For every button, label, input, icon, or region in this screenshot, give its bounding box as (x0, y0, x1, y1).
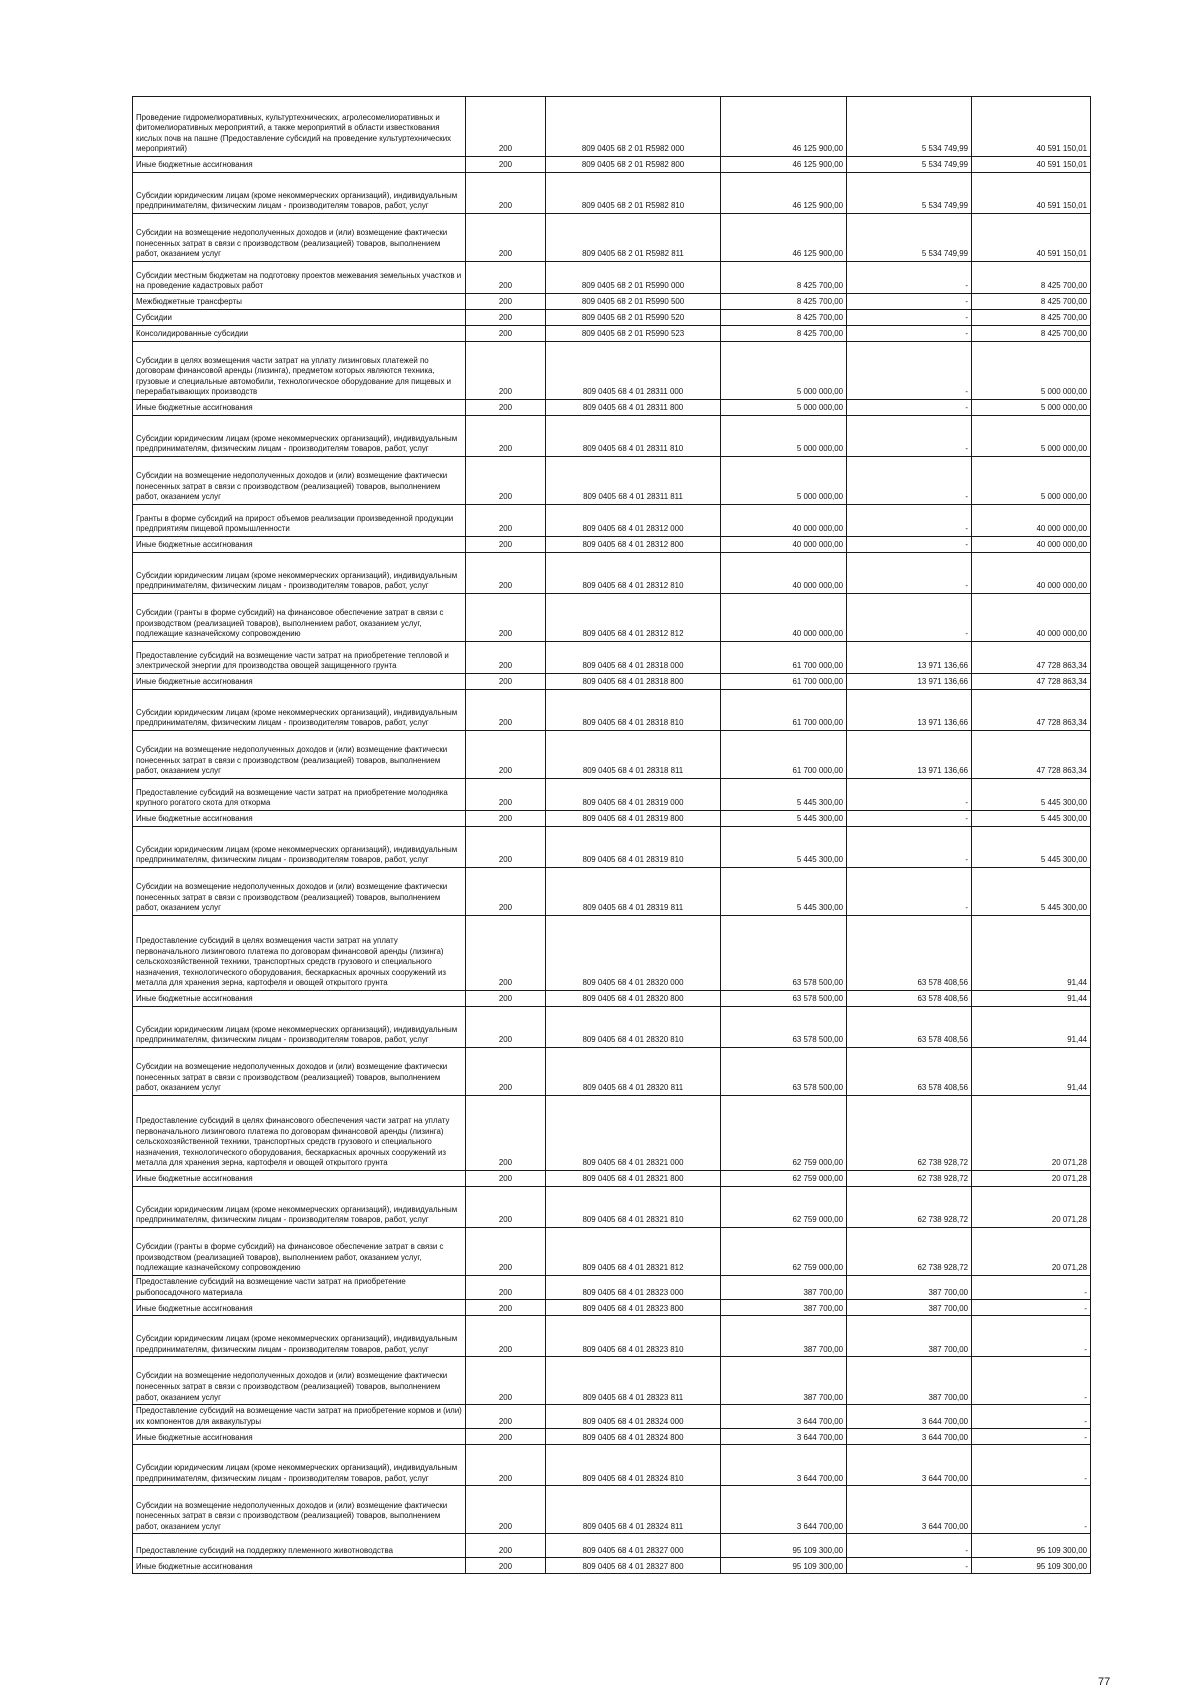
row-budget-code: 809 0405 68 4 01 28324 811 (546, 1486, 721, 1534)
row-remaining-amount: - (972, 1316, 1091, 1357)
row-executed-amount: 13 971 136,66 (847, 690, 972, 731)
row-approved-amount: 5 445 300,00 (721, 827, 847, 868)
row-name: Предоставление субсидий на возмещение части затрат на приобретение рыбопосадочного материала (133, 1276, 466, 1300)
row-name: Субсидии на возмещение недополученных доходов и (или) возмещение фактически понесенных затрат в связи с производством (реализацией) товаров, выполнением работ, оказанием услуг (133, 1486, 466, 1534)
row-remaining-amount: 91,44 (972, 1007, 1091, 1048)
row-admin-code: 200 (466, 310, 546, 326)
row-approved-amount: 62 759 000,00 (721, 1096, 847, 1171)
row-approved-amount: 8 425 700,00 (721, 262, 847, 294)
page-number: 77 (1098, 1676, 1111, 1688)
row-budget-code: 809 0405 68 4 01 28318 810 (546, 690, 721, 731)
row-approved-amount: 5 000 000,00 (721, 457, 847, 505)
table-row (133, 310, 1091, 326)
row-approved-amount: 95 109 300,00 (721, 1558, 847, 1574)
row-executed-amount: - (847, 537, 972, 553)
row-admin-code: 200 (466, 416, 546, 457)
row-remaining-amount: 8 425 700,00 (972, 294, 1091, 310)
row-executed-amount: - (847, 310, 972, 326)
table-row (133, 416, 1091, 457)
row-executed-amount: - (847, 326, 972, 342)
row-remaining-amount: 40 591 150,01 (972, 97, 1091, 157)
row-admin-code: 200 (466, 326, 546, 342)
row-approved-amount: 387 700,00 (721, 1300, 847, 1316)
row-remaining-amount: 91,44 (972, 916, 1091, 991)
row-budget-code: 809 0405 68 4 01 28320 811 (546, 1048, 721, 1096)
row-remaining-amount: 95 109 300,00 (972, 1534, 1091, 1558)
row-remaining-amount: 40 000 000,00 (972, 537, 1091, 553)
row-approved-amount: 8 425 700,00 (721, 294, 847, 310)
row-budget-code: 809 0405 68 4 01 28312 800 (546, 537, 721, 553)
row-name: Субсидии на возмещение недополученных доходов и (или) возмещение фактически понесенных затрат в связи с производством (реализацией) товаров, выполнением работ, оказанием услуг (133, 731, 466, 779)
row-admin-code: 200 (466, 457, 546, 505)
row-budget-code: 809 0405 68 2 01 R5982 811 (546, 214, 721, 262)
row-approved-amount: 3 644 700,00 (721, 1445, 847, 1486)
row-admin-code: 200 (466, 173, 546, 214)
row-name: Предоставление субсидий на поддержку племенного животноводства (133, 1534, 466, 1558)
row-name: Субсидии юридическим лицам (кроме некоммерческих организаций), индивидуальным предпринимателям, физическим лицам - производителям товаров, работ, услуг (133, 173, 466, 214)
table-row (133, 991, 1091, 1007)
row-executed-amount: - (847, 342, 972, 400)
row-budget-code: 809 0405 68 2 01 R5982 000 (546, 97, 721, 157)
row-approved-amount: 3 644 700,00 (721, 1405, 847, 1429)
row-executed-amount: 63 578 408,56 (847, 1048, 972, 1096)
table-row (133, 594, 1091, 642)
table-row (133, 1171, 1091, 1187)
table-row (133, 1007, 1091, 1048)
table-row (133, 326, 1091, 342)
row-admin-code: 200 (466, 991, 546, 1007)
row-approved-amount: 62 759 000,00 (721, 1228, 847, 1276)
table-row (133, 457, 1091, 505)
row-name: Предоставление субсидий на возмещение части затрат на приобретение молодняка крупного рогатого скота для откорма (133, 779, 466, 811)
row-budget-code: 809 0405 68 4 01 28327 800 (546, 1558, 721, 1574)
row-executed-amount: - (847, 868, 972, 916)
table-row (133, 779, 1091, 811)
table-row (133, 1534, 1091, 1558)
row-remaining-amount: 47 728 863,34 (972, 690, 1091, 731)
row-admin-code: 200 (466, 1558, 546, 1574)
row-remaining-amount: - (972, 1445, 1091, 1486)
row-remaining-amount: 5 000 000,00 (972, 416, 1091, 457)
table-row (133, 214, 1091, 262)
table-row (133, 811, 1091, 827)
row-remaining-amount: 40 000 000,00 (972, 505, 1091, 537)
row-budget-code: 809 0405 68 4 01 28324 810 (546, 1445, 721, 1486)
row-budget-code: 809 0405 68 4 01 28311 811 (546, 457, 721, 505)
row-admin-code: 200 (466, 537, 546, 553)
row-name: Субсидии юридическим лицам (кроме некоммерческих организаций), индивидуальным предпринимателям, физическим лицам - производителям товаров, работ, услуг (133, 416, 466, 457)
row-name: Иные бюджетные ассигнования (133, 1300, 466, 1316)
row-executed-amount: 3 644 700,00 (847, 1405, 972, 1429)
row-admin-code: 200 (466, 1429, 546, 1445)
row-remaining-amount: 5 000 000,00 (972, 400, 1091, 416)
row-budget-code: 809 0405 68 4 01 28323 800 (546, 1300, 721, 1316)
row-executed-amount: 5 534 749,99 (847, 157, 972, 173)
row-admin-code: 200 (466, 1486, 546, 1534)
row-admin-code: 200 (466, 505, 546, 537)
row-remaining-amount: 8 425 700,00 (972, 326, 1091, 342)
row-approved-amount: 40 000 000,00 (721, 594, 847, 642)
row-approved-amount: 5 445 300,00 (721, 868, 847, 916)
row-budget-code: 809 0405 68 4 01 28320 000 (546, 916, 721, 991)
row-budget-code: 809 0405 68 4 01 28311 810 (546, 416, 721, 457)
row-executed-amount: - (847, 416, 972, 457)
row-budget-code: 809 0405 68 4 01 28312 812 (546, 594, 721, 642)
row-approved-amount: 3 644 700,00 (721, 1486, 847, 1534)
table-row (133, 262, 1091, 294)
row-approved-amount: 8 425 700,00 (721, 310, 847, 326)
table-row (133, 1445, 1091, 1486)
row-remaining-amount: 20 071,28 (972, 1096, 1091, 1171)
row-remaining-amount: 5 000 000,00 (972, 342, 1091, 400)
row-executed-amount: 13 971 136,66 (847, 731, 972, 779)
row-admin-code: 200 (466, 868, 546, 916)
budget-execution-sheet (132, 96, 1090, 1574)
row-name: Субсидии на возмещение недополученных доходов и (или) возмещение фактически понесенных затрат в связи с производством (реализацией) товаров, выполнением работ, оказанием услуг (133, 1357, 466, 1405)
row-admin-code: 200 (466, 214, 546, 262)
row-budget-code: 809 0405 68 2 01 R5990 523 (546, 326, 721, 342)
row-approved-amount: 62 759 000,00 (721, 1187, 847, 1228)
row-remaining-amount: 20 071,28 (972, 1228, 1091, 1276)
row-name: Предоставление субсидий в целях финансового обеспечения части затрат на уплату первоначального лизингового платежа по договорам финансовой аренды (лизинга) сельскохозяйственной техники, транспортных средств грузового и специального назначения, технологического оборудования, бескаркасных арочных сооружений из металла для хранения зерна, картофеля и овощей открытого грунта (133, 1096, 466, 1171)
row-admin-code: 200 (466, 642, 546, 674)
row-executed-amount: 5 534 749,99 (847, 173, 972, 214)
table-row (133, 1228, 1091, 1276)
table-row (133, 342, 1091, 400)
row-approved-amount: 46 125 900,00 (721, 157, 847, 173)
row-approved-amount: 63 578 500,00 (721, 916, 847, 991)
row-remaining-amount: 20 071,28 (972, 1171, 1091, 1187)
row-budget-code: 809 0405 68 4 01 28318 811 (546, 731, 721, 779)
row-budget-code: 809 0405 68 4 01 28324 800 (546, 1429, 721, 1445)
table-row (133, 294, 1091, 310)
row-executed-amount: - (847, 1534, 972, 1558)
row-remaining-amount: - (972, 1276, 1091, 1300)
row-budget-code: 809 0405 68 4 01 28318 800 (546, 674, 721, 690)
row-approved-amount: 5 445 300,00 (721, 779, 847, 811)
row-approved-amount: 387 700,00 (721, 1316, 847, 1357)
row-name: Межбюджетные трансферты (133, 294, 466, 310)
row-budget-code: 809 0405 68 4 01 28321 800 (546, 1171, 721, 1187)
row-budget-code: 809 0405 68 4 01 28319 811 (546, 868, 721, 916)
row-approved-amount: 63 578 500,00 (721, 1048, 847, 1096)
row-budget-code: 809 0405 68 4 01 28319 800 (546, 811, 721, 827)
row-executed-amount: 387 700,00 (847, 1276, 972, 1300)
row-remaining-amount: 40 591 150,01 (972, 214, 1091, 262)
row-budget-code: 809 0405 68 4 01 28321 000 (546, 1096, 721, 1171)
row-approved-amount: 62 759 000,00 (721, 1171, 847, 1187)
row-admin-code: 200 (466, 1357, 546, 1405)
table-row (133, 1187, 1091, 1228)
table-row (133, 868, 1091, 916)
table-row (133, 537, 1091, 553)
row-budget-code: 809 0405 68 4 01 28319 810 (546, 827, 721, 868)
row-executed-amount: 3 644 700,00 (847, 1445, 972, 1486)
row-name: Субсидии юридическим лицам (кроме некоммерческих организаций), индивидуальным предпринимателям, физическим лицам - производителям товаров, работ, услуг (133, 827, 466, 868)
row-executed-amount: 62 738 928,72 (847, 1187, 972, 1228)
row-remaining-amount: - (972, 1486, 1091, 1534)
row-name: Иные бюджетные ассигнования (133, 1171, 466, 1187)
row-admin-code: 200 (466, 342, 546, 400)
row-admin-code: 200 (466, 553, 546, 594)
row-budget-code: 809 0405 68 2 01 R5982 800 (546, 157, 721, 173)
row-admin-code: 200 (466, 594, 546, 642)
row-name: Гранты в форме субсидий на прирост объемов реализации произведенной продукции предприятиям пищевой промышленности (133, 505, 466, 537)
row-admin-code: 200 (466, 1187, 546, 1228)
row-name: Субсидии юридическим лицам (кроме некоммерческих организаций), индивидуальным предпринимателям, физическим лицам - производителям товаров, работ, услуг (133, 1187, 466, 1228)
row-admin-code: 200 (466, 916, 546, 991)
row-name: Иные бюджетные ассигнования (133, 811, 466, 827)
row-executed-amount: - (847, 594, 972, 642)
row-remaining-amount: 47 728 863,34 (972, 731, 1091, 779)
row-name: Субсидии на возмещение недополученных доходов и (или) возмещение фактически понесенных затрат в связи с производством (реализацией) товаров, выполнением работ, оказанием услуг (133, 214, 466, 262)
row-name: Субсидии (133, 310, 466, 326)
row-budget-code: 809 0405 68 4 01 28311 000 (546, 342, 721, 400)
row-executed-amount: - (847, 1558, 972, 1574)
row-executed-amount: 13 971 136,66 (847, 642, 972, 674)
row-admin-code: 200 (466, 690, 546, 731)
row-budget-code: 809 0405 68 4 01 28324 000 (546, 1405, 721, 1429)
row-name: Проведение гидромелиоративных, культуртехнических, агролесомелиоративных и фитомелиоративных мероприятий, а также мероприятий в области известкования кислых почв на пашне (Предоставление субсидий на проведение культуртехнических мероприятий) (133, 97, 466, 157)
table-row (133, 916, 1091, 991)
row-admin-code: 200 (466, 779, 546, 811)
table-row (133, 674, 1091, 690)
row-name: Субсидии (гранты в форме субсидий) на финансовое обеспечение затрат в связи с производством (реализацией товаров), выполнением работ, оказанием услуг, подлежащие казначейскому сопровождению (133, 594, 466, 642)
row-name: Иные бюджетные ассигнования (133, 674, 466, 690)
row-name: Иные бюджетные ассигнования (133, 991, 466, 1007)
row-admin-code: 200 (466, 157, 546, 173)
row-remaining-amount: 40 591 150,01 (972, 173, 1091, 214)
row-admin-code: 200 (466, 1316, 546, 1357)
row-executed-amount: - (847, 262, 972, 294)
row-executed-amount: 3 644 700,00 (847, 1429, 972, 1445)
table-row (133, 1300, 1091, 1316)
row-name: Субсидии на возмещение недополученных доходов и (или) возмещение фактически понесенных затрат в связи с производством (реализацией) товаров, выполнением работ, оказанием услуг (133, 1048, 466, 1096)
row-remaining-amount: 5 445 300,00 (972, 868, 1091, 916)
row-approved-amount: 3 644 700,00 (721, 1429, 847, 1445)
row-remaining-amount: 8 425 700,00 (972, 310, 1091, 326)
row-admin-code: 200 (466, 674, 546, 690)
table-row (133, 173, 1091, 214)
row-budget-code: 809 0405 68 4 01 28323 000 (546, 1276, 721, 1300)
row-budget-code: 809 0405 68 4 01 28319 000 (546, 779, 721, 811)
row-remaining-amount: 8 425 700,00 (972, 262, 1091, 294)
row-remaining-amount: 95 109 300,00 (972, 1558, 1091, 1574)
row-executed-amount: - (847, 827, 972, 868)
row-approved-amount: 61 700 000,00 (721, 674, 847, 690)
row-name: Иные бюджетные ассигнования (133, 400, 466, 416)
row-budget-code: 809 0405 68 4 01 28320 800 (546, 991, 721, 1007)
row-executed-amount: 62 738 928,72 (847, 1228, 972, 1276)
row-admin-code: 200 (466, 827, 546, 868)
row-remaining-amount: 40 591 150,01 (972, 157, 1091, 173)
row-name: Иные бюджетные ассигнования (133, 1429, 466, 1445)
row-budget-code: 809 0405 68 2 01 R5982 810 (546, 173, 721, 214)
row-name: Предоставление субсидий на возмещение части затрат на приобретение кормов и (или) их компонентов для аквакультуры (133, 1405, 466, 1429)
row-admin-code: 200 (466, 400, 546, 416)
row-name: Субсидии местным бюджетам на подготовку проектов межевания земельных участков и на проведение кадастровых работ (133, 262, 466, 294)
table-row (133, 1357, 1091, 1405)
row-name: Субсидии юридическим лицам (кроме некоммерческих организаций), индивидуальным предпринимателям, физическим лицам - производителям товаров, работ, услуг (133, 1316, 466, 1357)
row-executed-amount: - (847, 294, 972, 310)
row-executed-amount: 5 534 749,99 (847, 97, 972, 157)
row-budget-code: 809 0405 68 4 01 28312 810 (546, 553, 721, 594)
row-executed-amount: - (847, 400, 972, 416)
row-budget-code: 809 0405 68 4 01 28318 000 (546, 642, 721, 674)
row-remaining-amount: 20 071,28 (972, 1187, 1091, 1228)
row-budget-code: 809 0405 68 4 01 28321 810 (546, 1187, 721, 1228)
row-admin-code: 200 (466, 1228, 546, 1276)
row-remaining-amount: 5 445 300,00 (972, 827, 1091, 868)
budget-table (132, 96, 1091, 1574)
table-row (133, 1276, 1091, 1300)
row-approved-amount: 387 700,00 (721, 1357, 847, 1405)
row-executed-amount: - (847, 553, 972, 594)
row-executed-amount: - (847, 505, 972, 537)
row-admin-code: 200 (466, 262, 546, 294)
table-row (133, 553, 1091, 594)
row-remaining-amount: 5 445 300,00 (972, 779, 1091, 811)
row-approved-amount: 5 000 000,00 (721, 400, 847, 416)
row-name: Субсидии на возмещение недополученных доходов и (или) возмещение фактически понесенных затрат в связи с производством (реализацией) товаров, выполнением работ, оказанием услуг (133, 868, 466, 916)
row-executed-amount: 13 971 136,66 (847, 674, 972, 690)
row-name: Предоставление субсидий в целях возмещения части затрат на уплату первоначального лизингового платежа по договорам финансовой аренды (лизинга) сельскохозяйственной техники, транспортных средств грузового и специального назначения, технологического оборудования, бескаркасных арочных сооружений из металла для хранения зерна, картофеля и овощей открытого грунта (133, 916, 466, 991)
row-budget-code: 809 0405 68 4 01 28320 810 (546, 1007, 721, 1048)
row-executed-amount: 63 578 408,56 (847, 991, 972, 1007)
row-remaining-amount: 91,44 (972, 991, 1091, 1007)
row-remaining-amount: 40 000 000,00 (972, 594, 1091, 642)
row-remaining-amount: 5 445 300,00 (972, 811, 1091, 827)
table-body (133, 97, 1091, 1574)
row-approved-amount: 5 445 300,00 (721, 811, 847, 827)
row-approved-amount: 61 700 000,00 (721, 642, 847, 674)
row-approved-amount: 61 700 000,00 (721, 690, 847, 731)
row-approved-amount: 5 000 000,00 (721, 416, 847, 457)
row-approved-amount: 46 125 900,00 (721, 173, 847, 214)
row-admin-code: 200 (466, 1405, 546, 1429)
row-executed-amount: 3 644 700,00 (847, 1486, 972, 1534)
row-remaining-amount: - (972, 1300, 1091, 1316)
row-admin-code: 200 (466, 1048, 546, 1096)
row-name: Консолидированные субсидии (133, 326, 466, 342)
row-remaining-amount: 47 728 863,34 (972, 642, 1091, 674)
row-admin-code: 200 (466, 294, 546, 310)
table-row (133, 1048, 1091, 1096)
row-approved-amount: 95 109 300,00 (721, 1534, 847, 1558)
row-admin-code: 200 (466, 731, 546, 779)
row-name: Иные бюджетные ассигнования (133, 1558, 466, 1574)
row-budget-code: 809 0405 68 4 01 28323 811 (546, 1357, 721, 1405)
row-approved-amount: 63 578 500,00 (721, 991, 847, 1007)
row-approved-amount: 387 700,00 (721, 1276, 847, 1300)
table-row (133, 1096, 1091, 1171)
table-row (133, 1316, 1091, 1357)
row-budget-code: 809 0405 68 4 01 28321 812 (546, 1228, 721, 1276)
table-row (133, 97, 1091, 157)
row-name: Субсидии (гранты в форме субсидий) на финансовое обеспечение затрат в связи с производством (реализацией товаров), выполнением работ, оказанием услуг, подлежащие казначейскому сопровождению (133, 1228, 466, 1276)
row-budget-code: 809 0405 68 2 01 R5990 520 (546, 310, 721, 326)
row-admin-code: 200 (466, 1276, 546, 1300)
row-executed-amount: 387 700,00 (847, 1316, 972, 1357)
row-executed-amount: - (847, 457, 972, 505)
row-name: Субсидии на возмещение недополученных доходов и (или) возмещение фактически понесенных затрат в связи с производством (реализацией) товаров, выполнением работ, оказанием услуг (133, 457, 466, 505)
table-row (133, 505, 1091, 537)
row-admin-code: 200 (466, 1534, 546, 1558)
row-approved-amount: 5 000 000,00 (721, 342, 847, 400)
row-budget-code: 809 0405 68 4 01 28312 000 (546, 505, 721, 537)
table-row (133, 642, 1091, 674)
table-row (133, 157, 1091, 173)
row-remaining-amount: 91,44 (972, 1048, 1091, 1096)
row-approved-amount: 46 125 900,00 (721, 214, 847, 262)
row-admin-code: 200 (466, 1007, 546, 1048)
table-row (133, 731, 1091, 779)
row-admin-code: 200 (466, 1096, 546, 1171)
row-approved-amount: 46 125 900,00 (721, 97, 847, 157)
row-name: Субсидии юридическим лицам (кроме некоммерческих организаций), индивидуальным предпринимателям, физическим лицам - производителям товаров, работ, услуг (133, 690, 466, 731)
row-name: Субсидии юридическим лицам (кроме некоммерческих организаций), индивидуальным предпринимателям, физическим лицам - производителям товаров, работ, услуг (133, 1007, 466, 1048)
table-row (133, 1405, 1091, 1429)
row-approved-amount: 40 000 000,00 (721, 505, 847, 537)
table-row (133, 1558, 1091, 1574)
table-row (133, 1429, 1091, 1445)
row-remaining-amount: - (972, 1357, 1091, 1405)
row-name: Субсидии в целях возмещения части затрат на уплату лизинговых платежей по договорам финансовой аренды (лизинга), предметом которых являются техника, грузовые и специальные автомобили, технологическое оборудование для пищевых и перерабатывающих производств (133, 342, 466, 400)
row-approved-amount: 61 700 000,00 (721, 731, 847, 779)
table-row (133, 690, 1091, 731)
row-name: Иные бюджетные ассигнования (133, 157, 466, 173)
row-remaining-amount: - (972, 1405, 1091, 1429)
row-budget-code: 809 0405 68 2 01 R5990 000 (546, 262, 721, 294)
table-row (133, 400, 1091, 416)
row-approved-amount: 40 000 000,00 (721, 537, 847, 553)
row-admin-code: 200 (466, 1445, 546, 1486)
row-executed-amount: 5 534 749,99 (847, 214, 972, 262)
row-name: Субсидии юридическим лицам (кроме некоммерческих организаций), индивидуальным предпринимателям, физическим лицам - производителям товаров, работ, услуг (133, 553, 466, 594)
row-budget-code: 809 0405 68 4 01 28323 810 (546, 1316, 721, 1357)
row-remaining-amount: 47 728 863,34 (972, 674, 1091, 690)
row-executed-amount: 63 578 408,56 (847, 1007, 972, 1048)
row-executed-amount: 387 700,00 (847, 1357, 972, 1405)
row-approved-amount: 63 578 500,00 (721, 1007, 847, 1048)
row-executed-amount: 63 578 408,56 (847, 916, 972, 991)
table-row (133, 827, 1091, 868)
row-executed-amount: 62 738 928,72 (847, 1171, 972, 1187)
row-name: Предоставление субсидий на возмещение части затрат на приобретение тепловой и электрической энергии для производства овощей защищенного грунта (133, 642, 466, 674)
row-admin-code: 200 (466, 97, 546, 157)
row-approved-amount: 8 425 700,00 (721, 326, 847, 342)
row-budget-code: 809 0405 68 4 01 28327 000 (546, 1534, 721, 1558)
row-remaining-amount: 5 000 000,00 (972, 457, 1091, 505)
row-admin-code: 200 (466, 1300, 546, 1316)
row-name: Иные бюджетные ассигнования (133, 537, 466, 553)
row-budget-code: 809 0405 68 2 01 R5990 500 (546, 294, 721, 310)
row-admin-code: 200 (466, 811, 546, 827)
row-admin-code: 200 (466, 1171, 546, 1187)
row-remaining-amount: 40 000 000,00 (972, 553, 1091, 594)
row-name: Субсидии юридическим лицам (кроме некоммерческих организаций), индивидуальным предпринимателям, физическим лицам - производителям товаров, работ, услуг (133, 1445, 466, 1486)
row-executed-amount: - (847, 811, 972, 827)
row-executed-amount: - (847, 779, 972, 811)
row-budget-code: 809 0405 68 4 01 28311 800 (546, 400, 721, 416)
row-executed-amount: 62 738 928,72 (847, 1096, 972, 1171)
row-remaining-amount: - (972, 1429, 1091, 1445)
table-row (133, 1486, 1091, 1534)
row-executed-amount: 387 700,00 (847, 1300, 972, 1316)
row-approved-amount: 40 000 000,00 (721, 553, 847, 594)
